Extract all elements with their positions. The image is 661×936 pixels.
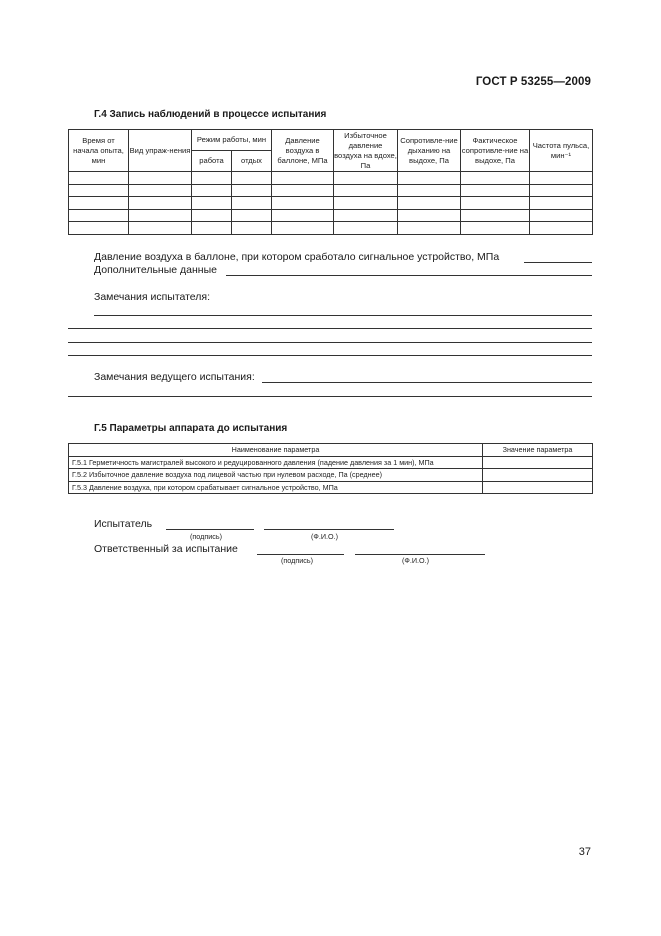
responsible-name-line[interactable] [355, 554, 485, 555]
table-row [69, 222, 593, 235]
tester-remarks-label: Замечания испытателя: [94, 291, 211, 303]
col-actual-resistance: Фактическое сопротивле-ние на выдохе, Па [461, 130, 530, 172]
table-row [69, 209, 593, 222]
responsible-signature-label: Ответственный за испытание [94, 543, 238, 555]
tester-name-line[interactable] [264, 529, 394, 530]
tester-remarks-line[interactable] [68, 328, 592, 329]
extra-data-line[interactable] [226, 275, 592, 276]
tester-sign-caption: (подпись) [190, 532, 222, 541]
col-parameter-value: Значение параметра [483, 444, 593, 457]
col-parameter-name: Наименование параметра [69, 444, 483, 457]
standard-number: ГОСТ Р 53255—2009 [475, 76, 591, 88]
col-cylinder-pressure: Давление воздуха в баллоне, МПа [272, 130, 334, 172]
parameter-value-cell[interactable] [483, 469, 593, 482]
col-overpressure: Избыточное давление воздуха на вдохе, Па [334, 130, 397, 170]
col-exercise: Вид упраж-нения [129, 130, 192, 172]
col-work: работа [192, 151, 232, 172]
observations-table [68, 129, 593, 235]
tester-remarks-line[interactable] [94, 315, 592, 316]
parameter-value-cell[interactable] [483, 456, 593, 469]
table-row [69, 184, 593, 197]
parameter-name: Г.5.3 Давление воздуха, при котором срабатывает сигнальное устройство, МПа [69, 481, 483, 494]
table-row [69, 481, 593, 494]
section-g4-title: Г.4 Запись наблюдений в процессе испытания [94, 109, 327, 120]
parameter-name: Г.5.1 Герметичность магистралей высокого и редуцированного давления (падение давления за 1 мин), МПа [69, 456, 483, 469]
tester-name-caption: (Ф.И.О.) [311, 532, 338, 541]
section-g5-title: Г.5 Параметры аппарата до испытания [94, 423, 288, 434]
col-pulse: Частота пульса, мин⁻¹ [530, 130, 593, 172]
page-number: 37 [578, 846, 591, 858]
table-row [69, 469, 593, 482]
lead-remarks-label: Замечания ведущего испытания: [94, 371, 255, 383]
parameter-value-cell[interactable] [483, 481, 593, 494]
table-row [69, 172, 593, 185]
col-time: Время от начала опыта, мин [69, 130, 129, 172]
tester-sign-line[interactable] [166, 529, 254, 530]
col-rest: отдых [232, 151, 272, 172]
tester-remarks-line[interactable] [68, 342, 592, 343]
responsible-sign-caption: (подпись) [281, 556, 313, 565]
responsible-name-caption: (Ф.И.О.) [402, 556, 429, 565]
pressure-alarm-label: Давление воздуха в баллоне, при котором сработало сигнальное устройство, МПа [94, 251, 500, 263]
parameters-table [68, 443, 593, 494]
parameter-name: Г.5.2 Избыточное давление воздуха под лицевой частью при нулевом расходе, Па (среднее) [69, 469, 483, 482]
table-row [69, 456, 593, 469]
col-exhale-resistance: Сопротивле-ние дыханию на выдохе, Па [398, 130, 461, 172]
col-mode: Режим работы, мин [192, 130, 272, 151]
tester-signature-label: Испытатель [94, 518, 153, 530]
extra-data-label: Дополнительные данные [94, 264, 217, 276]
table-row [69, 197, 593, 210]
lead-remarks-line[interactable] [68, 396, 592, 397]
tester-remarks-line[interactable] [68, 355, 592, 356]
responsible-sign-line[interactable] [257, 554, 344, 555]
lead-remarks-line[interactable] [262, 382, 592, 383]
pressure-alarm-line[interactable] [524, 262, 592, 263]
